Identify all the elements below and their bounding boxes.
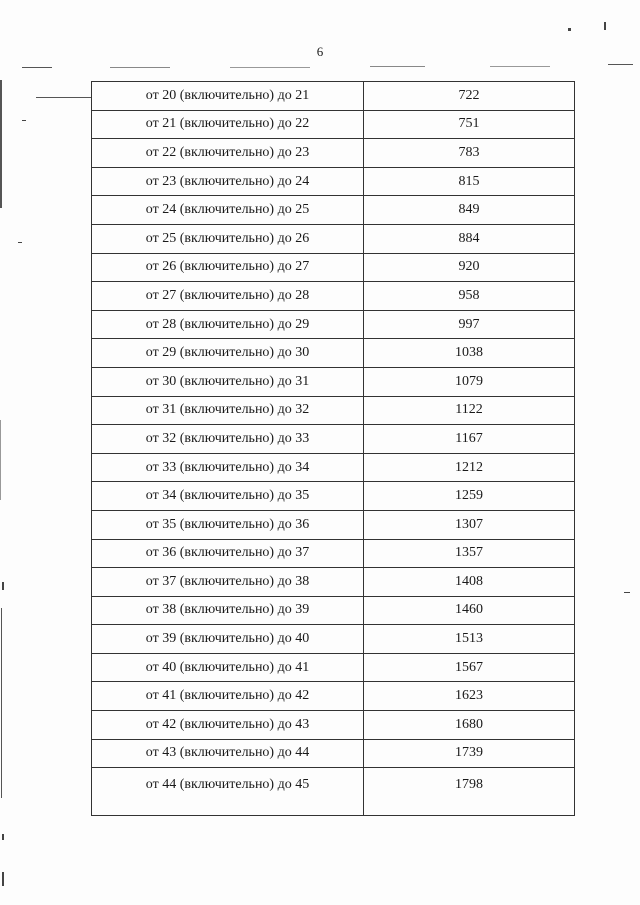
scan-artifact (490, 66, 550, 67)
value-cell: 1408 (364, 568, 575, 597)
range-cell: от 26 (включительно) до 27 (92, 253, 364, 282)
scan-artifact (1, 608, 2, 798)
range-cell: от 34 (включительно) до 35 (92, 482, 364, 511)
table-row (92, 282, 575, 311)
range-cell: от 39 (включительно) до 40 (92, 625, 364, 654)
table-row (92, 768, 575, 816)
scan-artifact (22, 67, 52, 68)
table-row (92, 367, 575, 396)
range-cell: от 32 (включительно) до 33 (92, 425, 364, 454)
scan-artifact (2, 872, 4, 886)
value-cell: 920 (364, 253, 575, 282)
scan-artifact (22, 120, 26, 121)
table-row (92, 596, 575, 625)
range-cell: от 31 (включительно) до 32 (92, 396, 364, 425)
value-cell: 1307 (364, 510, 575, 539)
value-cell: 1167 (364, 425, 575, 454)
value-cell: 722 (364, 82, 575, 111)
scan-artifact (604, 22, 606, 30)
value-cell: 1739 (364, 739, 575, 768)
range-cell: от 35 (включительно) до 36 (92, 510, 364, 539)
table-row (92, 167, 575, 196)
range-cell: от 38 (включительно) до 39 (92, 596, 364, 625)
scan-artifact (2, 582, 4, 590)
table-row (92, 739, 575, 768)
scan-artifact (0, 420, 1, 500)
range-cell: от 24 (включительно) до 25 (92, 196, 364, 225)
value-cell: 815 (364, 167, 575, 196)
value-cell: 884 (364, 224, 575, 253)
scan-artifact (370, 66, 425, 67)
rates-table (91, 81, 575, 816)
table-row (92, 625, 575, 654)
table-row (92, 224, 575, 253)
table-row (92, 682, 575, 711)
value-cell: 1798 (364, 768, 575, 816)
value-cell: 1513 (364, 625, 575, 654)
range-cell: от 37 (включительно) до 38 (92, 568, 364, 597)
scan-artifact (18, 242, 22, 243)
scan-artifact (110, 67, 170, 68)
table-row (92, 253, 575, 282)
table-row (92, 196, 575, 225)
range-cell: от 25 (включительно) до 26 (92, 224, 364, 253)
table-row (92, 110, 575, 139)
scan-artifact (624, 592, 630, 593)
value-cell: 958 (364, 282, 575, 311)
scan-artifact (36, 97, 91, 98)
range-cell: от 41 (включительно) до 42 (92, 682, 364, 711)
table-row (92, 510, 575, 539)
scan-artifact (0, 80, 2, 208)
value-cell: 1259 (364, 482, 575, 511)
range-cell: от 21 (включительно) до 22 (92, 110, 364, 139)
range-cell: от 36 (включительно) до 37 (92, 539, 364, 568)
value-cell: 1357 (364, 539, 575, 568)
value-cell: 783 (364, 139, 575, 168)
range-cell: от 44 (включительно) до 45 (92, 768, 364, 816)
scan-artifact (230, 67, 310, 68)
scan-artifact (2, 834, 4, 840)
value-cell: 1212 (364, 453, 575, 482)
range-cell: от 23 (включительно) до 24 (92, 167, 364, 196)
table-row (92, 482, 575, 511)
value-cell: 849 (364, 196, 575, 225)
value-cell: 997 (364, 310, 575, 339)
value-cell: 1567 (364, 653, 575, 682)
table-row (92, 568, 575, 597)
table-row (92, 653, 575, 682)
scan-artifact (568, 28, 571, 31)
value-cell: 1079 (364, 367, 575, 396)
table-row (92, 139, 575, 168)
range-cell: от 28 (включительно) до 29 (92, 310, 364, 339)
range-cell: от 22 (включительно) до 23 (92, 139, 364, 168)
range-cell: от 27 (включительно) до 28 (92, 282, 364, 311)
table-row (92, 453, 575, 482)
value-cell: 1680 (364, 711, 575, 740)
range-cell: от 43 (включительно) до 44 (92, 739, 364, 768)
table-row (92, 339, 575, 368)
table-row (92, 310, 575, 339)
range-cell: от 29 (включительно) до 30 (92, 339, 364, 368)
range-cell: от 30 (включительно) до 31 (92, 367, 364, 396)
table-row (92, 711, 575, 740)
range-cell: от 33 (включительно) до 34 (92, 453, 364, 482)
table-row (92, 82, 575, 111)
table-row (92, 425, 575, 454)
table-row (92, 396, 575, 425)
page-number: 6 (316, 44, 324, 59)
range-cell: от 20 (включительно) до 21 (92, 82, 364, 111)
value-cell: 1623 (364, 682, 575, 711)
range-cell: от 42 (включительно) до 43 (92, 711, 364, 740)
table-row (92, 539, 575, 568)
scan-artifact (608, 64, 633, 65)
value-cell: 751 (364, 110, 575, 139)
range-cell: от 40 (включительно) до 41 (92, 653, 364, 682)
value-cell: 1460 (364, 596, 575, 625)
value-cell: 1038 (364, 339, 575, 368)
value-cell: 1122 (364, 396, 575, 425)
